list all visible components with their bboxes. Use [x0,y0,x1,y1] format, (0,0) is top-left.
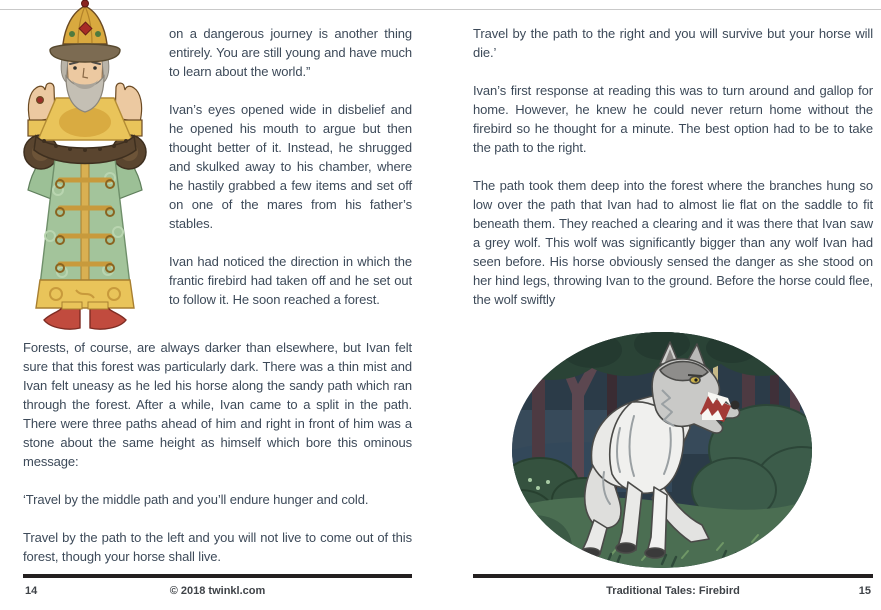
page-number: 14 [25,585,38,597]
story-paragraph: ‘Travel by the middle path and you’ll endure hunger and cold. [23,492,369,507]
story-paragraph: The path took them deep into the forest where the branches hung so low over the path that Ivan had to almost lie flat on the saddle to fit beneath them. They reached a clearing and it was there that Ivan saw a grey wolf. This wolf was significantly bigger than any wolf Ivan had seen before. His horse obviously sensed the danger as she stood on her hind legs, throwing Ivan to the ground. Before the horse could flee, the wolf swiftly [473,178,873,307]
story-paragraph: on a dangerous journey is another thing entirely. You are still young and have much to learn about the world.” [169,26,412,79]
book-title-text: Traditional Tales: Firebird [606,585,740,597]
story-paragraph: Travel by the path to the right and you will survive but your horse will die.’ [473,26,873,60]
footer-rule-left [23,574,412,578]
story-paragraph: Travel by the path to the left and you will not live to come out of this forest, though your horse shall live. [23,530,412,564]
wolf-illustration-svg [512,332,812,568]
story-paragraph: Ivan’s eyes opened wide in disbelief and he opened his mouth to argue but then thought better of it. Instead, he shrugged and skulked away to his chamber, where he hastily grabbed a few items and set off on one of the mares from his father’s stables. [169,102,412,231]
book-page-left [23,0,412,610]
tsar-illustration-svg [10,0,160,334]
copyright-text: © 2018 twinkl.com [169,585,266,597]
footer-right [473,585,873,601]
page-number: 15 [858,585,871,597]
footer-left [23,585,412,601]
wolf-illustration [512,332,812,568]
story-paragraph: Forests, of course, are always darker than elsewhere, but Ivan felt sure that this forest was particularly dark. There was a thin mist and Ivan felt uneasy as he led his horse along the sandy path which ran through the forest. After a while, Ivan came to a split in the path. There were three paths ahead of him and right in front of him was a stone about the same height as himself which bore this ominous message: [23,340,412,469]
story-paragraph: Ivan’s first response at reading this was to turn around and gallop for home. However, he knew he could never return home without the firebird so he thought for a minute. The best option had to be to take the path to the right. [473,83,873,155]
story-paragraph: Ivan had noticed the direction in which the frantic firebird had taken off and he set out to follow it. He soon reached a forest. [169,254,412,307]
tsar-illustration [10,0,160,334]
footer-rule-right [473,574,873,578]
